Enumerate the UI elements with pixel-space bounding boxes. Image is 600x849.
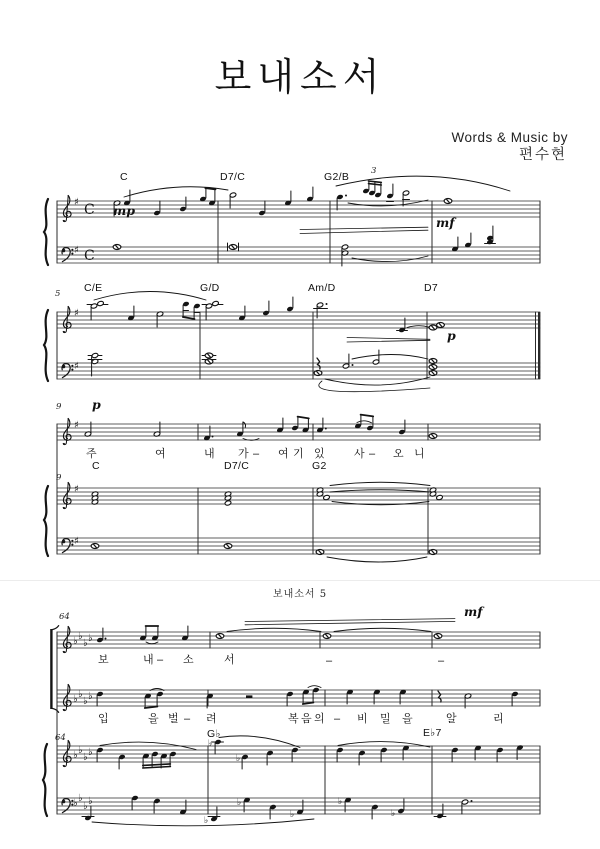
lyric-syllable: 입 <box>98 713 109 725</box>
system1-grand-staff <box>44 176 540 266</box>
measure-number: 9 <box>56 473 62 483</box>
svg-text:♯: ♯ <box>74 245 79 256</box>
dynamic-marking: p <box>92 397 101 412</box>
lyric-syllable: 소 <box>183 654 194 666</box>
svg-text:♭: ♭ <box>83 638 88 649</box>
chord-label: C/E <box>84 282 103 294</box>
svg-text:♯: ♯ <box>74 308 79 319</box>
lyric-extender: – <box>369 448 376 460</box>
lyric-syllable: 여 <box>155 448 166 460</box>
lyric-syllable: 복 <box>288 713 299 725</box>
svg-text:♭: ♭ <box>391 809 396 819</box>
tuplet-number: 3 <box>371 166 377 176</box>
svg-text:C: C <box>84 248 95 264</box>
running-header: 보내소서 5 <box>272 589 328 600</box>
svg-text:♭: ♭ <box>83 752 88 763</box>
chord-label: D7 <box>424 282 439 294</box>
lyric-syllable: 있 <box>314 448 325 460</box>
svg-text:♭: ♭ <box>83 801 88 812</box>
svg-text:C: C <box>84 202 95 218</box>
credit-author: 편수현 <box>518 147 567 163</box>
svg-text:♯: ♯ <box>74 536 79 547</box>
chord-label: G2 <box>312 460 327 472</box>
lyric-syllable: 비 <box>357 713 368 725</box>
svg-text:♭: ♭ <box>88 633 93 644</box>
lyric-syllable: 내 <box>143 654 154 666</box>
lyric-syllable: 오 <box>393 448 404 460</box>
lyric-extender: – <box>326 655 333 667</box>
svg-text:♭: ♭ <box>83 696 88 707</box>
credit-byline: Words & Music by <box>451 130 568 145</box>
chord-label: D7/C <box>224 460 250 472</box>
lyric-extender: – <box>438 655 445 667</box>
dynamic-marking: mp <box>113 203 135 218</box>
chord-label: E♭7 <box>423 727 442 739</box>
svg-text:♯: ♯ <box>74 420 79 431</box>
svg-text:♭: ♭ <box>290 810 295 820</box>
system2-grand-staff <box>44 289 540 392</box>
page-title: 보내소서 <box>214 55 386 99</box>
page-separator <box>0 580 600 581</box>
chord-label: Am/D <box>308 282 336 294</box>
brace-icon <box>44 199 48 265</box>
svg-text:♭: ♭ <box>88 691 93 702</box>
lyric-syllable: 려 <box>206 713 217 725</box>
lyric-syllable: 내 <box>204 448 215 460</box>
svg-text:♭: ♭ <box>204 816 209 826</box>
svg-text:♭: ♭ <box>78 689 83 700</box>
lyric-syllable: 사 <box>354 448 365 460</box>
chord-label: G♭ <box>207 728 221 740</box>
svg-text:♭: ♭ <box>88 747 93 758</box>
system3-piano-staff <box>44 482 540 562</box>
svg-text:♭: ♭ <box>237 798 242 808</box>
lyric-syllable: 가 <box>238 448 249 460</box>
chord-label: C <box>92 460 100 472</box>
measure-number: 64 <box>55 733 66 743</box>
bracket-icon <box>50 629 52 709</box>
lyric-syllable: 리 <box>493 713 504 725</box>
system3-vocal-staff <box>57 415 540 554</box>
lyric-syllable: 의 <box>314 713 325 725</box>
chord-label: D7/C <box>220 171 246 183</box>
dynamic-marking: p <box>447 328 456 343</box>
lyric-syllable: 니 <box>414 448 425 460</box>
svg-text:♭: ♭ <box>208 739 213 749</box>
lyric-syllable: 보 <box>98 654 109 666</box>
svg-text:♭: ♭ <box>73 750 78 761</box>
lyric-syllable: 서 <box>224 654 235 666</box>
lyric-syllable: 알 <box>446 713 457 725</box>
lyric-extender: – <box>184 713 191 725</box>
brace-icon <box>43 744 47 816</box>
dynamic-marking: mf <box>436 215 455 230</box>
measure-number: 9 <box>56 402 62 412</box>
brace-icon <box>44 310 48 381</box>
svg-text:♭: ♭ <box>78 745 83 756</box>
svg-text:♭: ♭ <box>73 798 78 809</box>
measure-number: 64 <box>59 612 70 622</box>
svg-text:♭: ♭ <box>78 631 83 642</box>
lyric-syllable: 을 <box>148 713 159 725</box>
chord-label: C <box>120 171 128 183</box>
lyric-syllable: 벌 <box>168 713 179 725</box>
lyric-syllable: 주 <box>86 448 97 460</box>
svg-text:♯: ♯ <box>74 197 79 208</box>
lyric-syllable: 밀 <box>380 713 391 725</box>
chord-label: G/D <box>200 282 220 294</box>
svg-text:♭: ♭ <box>236 754 241 764</box>
svg-text:♯: ♯ <box>74 484 79 495</box>
svg-text:♭: ♭ <box>88 796 93 807</box>
svg-text:♭: ♭ <box>73 636 78 647</box>
lyric-extender: – <box>157 654 164 666</box>
chord-label: G2/B <box>324 171 350 183</box>
lyric-syllable: 여 <box>278 448 289 460</box>
svg-text:♭: ♭ <box>78 793 83 804</box>
dynamic-marking: mf <box>464 604 483 619</box>
system5-vocal-staff <box>57 685 540 711</box>
measure-number: 5 <box>55 289 61 299</box>
lyric-syllable: 을 <box>402 713 413 725</box>
svg-text:♯: ♯ <box>74 361 79 372</box>
svg-text:♭: ♭ <box>338 797 343 807</box>
lyric-syllable: 기 <box>293 448 304 460</box>
brace-icon <box>44 486 48 556</box>
lyric-extender: – <box>253 448 260 460</box>
lyric-extender: – <box>334 713 341 725</box>
svg-text:♭: ♭ <box>73 694 78 705</box>
lyric-syllable: 음 <box>301 713 312 725</box>
